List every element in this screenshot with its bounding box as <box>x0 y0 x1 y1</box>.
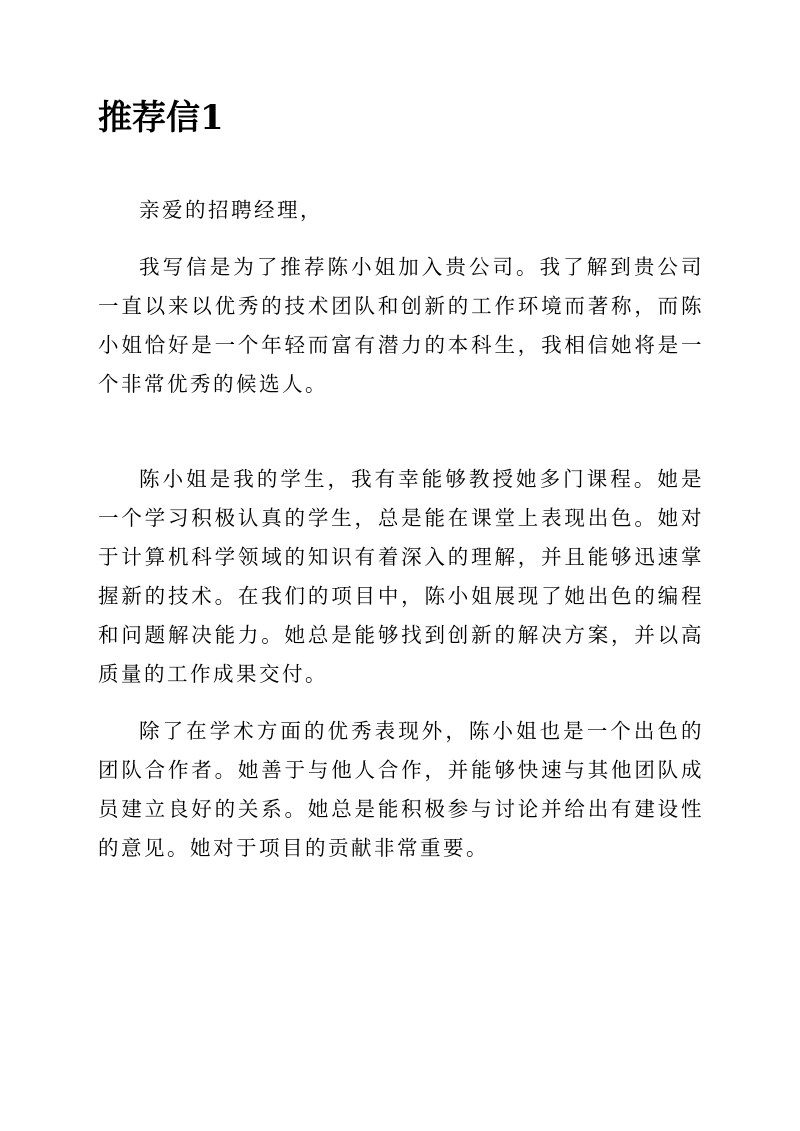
greeting-line: 亲爱的招聘经理， <box>139 198 323 222</box>
paragraph-teamwork: 除了在学术方面的优秀表现外，陈小姐也是一个出色的团队合作者。她善于与他人合作，并能够快速与其他团队成员建立良好的关系。她总是能积极参与讨论并给出有建设性的意见。她对于项目的贡献非常重要。 <box>98 719 704 860</box>
document-title: 推荐信1 <box>98 98 224 138</box>
paragraph-recommendation-intro: 我写信是为了推荐陈小姐加入贵公司。我了解到贵公司一直以来以优秀的技术团队和创新的工作环境而著称，而陈小姐恰好是一个年轻而富有潜力的本科生，我相信她将是一个非常优秀的候选人。 <box>98 255 704 396</box>
paragraph-academic-performance: 陈小姐是我的学生，我有幸能够教授她多门课程。她是一个学习积极认真的学生，总是能在课堂上表现出色。她对于计算机科学领域的知识有着深入的理解，并且能够迅速掌握新的技术。在我们的项目中，陈小姐展现了她出色的编程和问题解决能力。她总是能够找到创新的解决方案，并以高质量的工作成果交付。 <box>98 467 704 686</box>
